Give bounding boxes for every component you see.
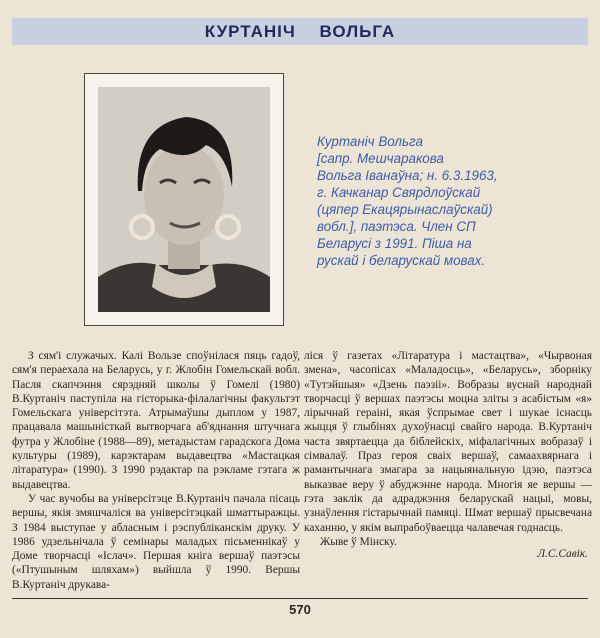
article-column-right bbox=[304, 349, 592, 549]
page-number: 570 bbox=[289, 602, 311, 617]
bio-line: (цяпер Екацярынаслаўскай) bbox=[317, 202, 493, 217]
portrait-frame bbox=[84, 73, 284, 326]
bio-line: Куртаніч Вольга bbox=[317, 134, 423, 149]
paragraph: У час вучобы ва універсітэце В.Куртаніч пачала пісаць вершы, якія змяшчаліся ва універсітэцкай шматтыражцы. З 1984 выступае у абласным і рэспубліканскім друку. У 1986 удзельнічала ў семінары маладых пісьменнікаў у Доме творчасці «Іслач». Першая кніга вершаў паэтэсы («Птушыным шляхам») выйшла ў 1990. Вершы В.Куртаніч друкава- bbox=[12, 492, 300, 591]
article-title: КУРТАНІЧ ВОЛЬГА bbox=[204, 21, 396, 41]
bio-line: рускай і беларускай мовах. bbox=[317, 253, 486, 268]
bio-line: Беларусі з 1991. Піша на bbox=[317, 236, 472, 251]
bio-line: Вольга Іванаўна; н. 6.3.1963, bbox=[317, 168, 498, 183]
paragraph: Жыве ў Мінску. bbox=[320, 535, 397, 548]
footer-divider bbox=[12, 598, 588, 599]
paragraph: ліся ў газетах «Літаратура і мастацтва», «Чырвоная змена», часопісах «Маладосць», «Беларусь», зборніку «Тутэйшыя» «Дзень паэзіі». Вобразы вуснай народнай творчасці ў вершах паэтэсы моцна зліты з асабістым «я» лірычнай гераіні, якая ўспрымае свет і шукае існасць жыцця ў глыбінях духоўнасці свайго народа. В.Куртаніч часта звяртаецца да біблейскіх, міфалагічных вобразаў і сімвалаў. Праз героя сваіх вершаў, самаахвярнага і рамантычнага змагара за нацыянальную ідэю, паэтэса выказвае веру ў абуджэнне народа. Многія яе вершы — гэта заклік да адраджэння беларускай нацыі, мовы, узнаўлення гістарычнай памяці. Шмат вершаў прысвечана каханню, у якім выпрабоўваецца чалавечая годнасць. bbox=[304, 350, 592, 534]
article-header bbox=[12, 18, 588, 45]
bio-line: [сапр. Мешчаракова bbox=[317, 151, 444, 166]
bio-line: г. Качканар Свярдлоўскай bbox=[317, 185, 481, 200]
bio-line: вобл.], паэтэса. Член СП bbox=[317, 219, 476, 234]
portrait-illustration bbox=[98, 87, 270, 312]
paragraph: З сям'і служачых. Калі Вользе споўнілася пяць гадоў, сям'я пераехала на Беларусь, у г. Жлобін Гомельскай вобл. Пасля скапчэння сярэдняй школы ў Гомелі (1980) В.Куртаніч паступіла на гісторыка-філалагічны факультэт Гомельскага універсітэта. Атрымаўшы дыплом у 1987, працавала машыністкай вытворчага аб'яднання штучнага футра у Жлобіне (1988—89), метадыстам гарадскога Дома культуры (1989), карэктарам выдавецтва «Мастацкая літаратура» (1990). З 1990 рэдактар па рэкламе гэтага ж выдавецтва. bbox=[12, 350, 300, 491]
article-column-left bbox=[12, 349, 300, 592]
author-signature: Л.С.Савік. bbox=[537, 548, 588, 560]
bio-summary bbox=[317, 133, 587, 269]
portrait-photo bbox=[98, 87, 270, 312]
